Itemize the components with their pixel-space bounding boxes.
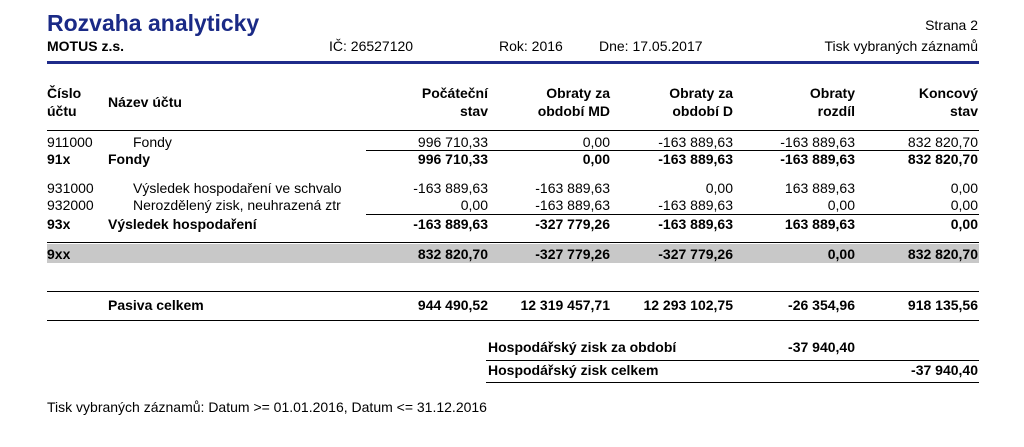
- col-d-line2: období D: [672, 103, 733, 119]
- cell-d: 0,00: [705, 180, 733, 196]
- col-start: [422, 84, 488, 120]
- cell-md: 0,00: [582, 134, 610, 150]
- col-end-line2: stav: [949, 103, 978, 119]
- col-turnover-d: [669, 84, 733, 120]
- table-row-group-total: [0, 246, 1024, 263]
- cell-diff: -163 889,63: [780, 134, 855, 150]
- cell-end: 0,00: [950, 197, 978, 213]
- col-diff-line1: Obraty: [809, 85, 855, 101]
- report-title: Rozvaha analyticky: [47, 10, 260, 36]
- col-account-line1: Číslo: [47, 85, 82, 101]
- col-account-number: [47, 84, 81, 120]
- profit-period-value: -37 940,40: [788, 339, 855, 355]
- cell-end: 832 820,70: [907, 134, 978, 150]
- col-start-line2: stav: [459, 103, 488, 119]
- cell-end: 918 135,56: [907, 297, 978, 313]
- table-row: [0, 134, 1024, 151]
- profit-divider-bottom: [486, 382, 979, 383]
- cell-d: -163 889,63: [658, 197, 733, 213]
- header-divider: [47, 61, 979, 64]
- cell-name: Výsledek hospodaření: [108, 216, 257, 232]
- cell-md: -163 889,63: [535, 197, 610, 213]
- cell-end: 0,00: [950, 216, 978, 232]
- cell-md: -163 889,63: [535, 180, 610, 196]
- report-date: Dne: 17.05.2017: [599, 38, 703, 54]
- cell-start: 996 710,33: [417, 151, 488, 167]
- table-row-subtotal: [0, 216, 1024, 233]
- table-row-total: [0, 297, 1024, 314]
- col-md-line2: období MD: [537, 103, 610, 119]
- table-row: [0, 180, 1024, 197]
- profit-total-row: [0, 362, 1024, 379]
- total-divider-top: [47, 291, 979, 292]
- cell-diff: 163 889,63: [784, 216, 855, 232]
- col-start-line1: Počáteční: [421, 85, 488, 101]
- table-row-subtotal: [0, 151, 1024, 168]
- filter-footer: Tisk vybraných záznamů: Datum >= 01.01.2016, Datum <= 31.12.2016: [47, 399, 487, 415]
- table-header-divider: [47, 130, 979, 131]
- cell-d: -163 889,63: [658, 134, 733, 150]
- table-row: [0, 197, 1024, 214]
- cell-start: 944 490,52: [417, 297, 488, 313]
- col-turnover-md: [538, 84, 610, 120]
- cell-start: 832 820,70: [417, 246, 488, 262]
- cell-end: 832 820,70: [907, 246, 978, 262]
- profit-period-label: Hospodářský zisk za období: [488, 339, 677, 355]
- col-account-line2: účtu: [47, 103, 77, 119]
- cell-name: Výsledek hospodaření ve schvalo: [133, 180, 342, 196]
- col-diff-line2: rozdíl: [817, 103, 855, 119]
- cell-start: -163 889,63: [413, 216, 488, 232]
- company-id: IČ: 26527120: [329, 38, 414, 54]
- cell-account: 911000: [47, 134, 93, 150]
- cell-end: 832 820,70: [907, 151, 978, 167]
- report-year: Rok: 2016: [499, 38, 563, 54]
- col-end-line1: Koncový: [918, 85, 978, 101]
- cell-account: 93x: [47, 216, 71, 232]
- cell-md: -327 779,26: [535, 216, 610, 232]
- subtotal-divider: [366, 214, 979, 215]
- profit-total-label: Hospodářský zisk celkem: [488, 362, 659, 378]
- cell-diff: 0,00: [827, 197, 855, 213]
- cell-name: Fondy: [133, 134, 172, 150]
- cell-md: 12 319 457,71: [520, 297, 610, 313]
- cell-end: 0,00: [950, 180, 978, 196]
- cell-d: -163 889,63: [658, 151, 733, 167]
- cell-d: 12 293 102,75: [643, 297, 733, 313]
- profit-divider: [486, 360, 979, 361]
- cell-md: -327 779,26: [535, 246, 610, 262]
- page-number: Strana 2: [925, 17, 978, 33]
- col-account-name: Název účtu: [108, 94, 182, 110]
- cell-name: Fondy: [108, 151, 150, 167]
- cell-diff: -26 354,96: [788, 297, 855, 313]
- cell-start: -163 889,63: [413, 180, 488, 196]
- cell-account: 932000: [47, 197, 94, 213]
- col-md-line1: Obraty za: [546, 85, 610, 101]
- profit-period-row: [0, 339, 1024, 356]
- profit-total-value: -37 940,40: [911, 362, 978, 378]
- cell-account: 91x: [47, 151, 71, 167]
- cell-start: 0,00: [460, 197, 488, 213]
- cell-d: -163 889,63: [658, 216, 733, 232]
- group-divider: [47, 242, 979, 243]
- col-difference: [810, 84, 855, 120]
- cell-name: Nerozdělený zisk, neuhrazená ztr: [133, 197, 341, 213]
- cell-diff: 163 889,63: [784, 180, 855, 196]
- cell-account: 9xx: [47, 246, 71, 262]
- cell-d: -327 779,26: [658, 246, 733, 262]
- total-label: Pasiva celkem: [108, 297, 204, 313]
- cell-start: 996 710,33: [417, 134, 488, 150]
- print-mode: Tisk vybraných záznamů: [824, 38, 978, 54]
- total-divider-bottom: [47, 320, 979, 321]
- company-name: MOTUS z.s.: [47, 38, 125, 54]
- cell-diff: 0,00: [827, 246, 855, 262]
- cell-account: 931000: [47, 180, 94, 196]
- col-d-line1: Obraty za: [669, 85, 733, 101]
- col-end: [919, 84, 978, 120]
- cell-diff: -163 889,63: [780, 151, 855, 167]
- cell-md: 0,00: [582, 151, 610, 167]
